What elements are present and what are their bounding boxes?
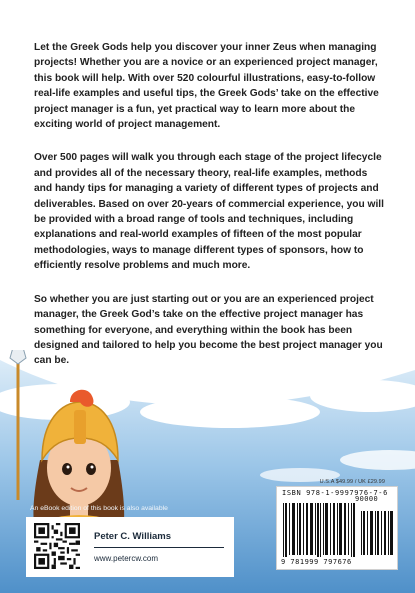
price-text: U.S.A $49.99 / UK £29.99 (319, 479, 385, 485)
blurb-paragraph-2: Over 500 pages will walk you through each stage of the project lifecycle and provides all of the necessary theory, real-life examples, methods and handy tips for managing a variety of different types of projects and deliverables. Based on over 20-years of commercial experience, you will be provided with a broad range of tools and techniques, including explanations and real-world examples of fifteen of the most popular methodologies, ways to manage different types of sponsors, how to efficiently resolve problems and much more. (34, 152, 384, 272)
ean-digits: 9 781999 797676 (281, 558, 352, 566)
blurb-text (34, 40, 388, 387)
author-card (26, 517, 234, 577)
blurb-paragraph-3: So whether you are just starting out or you are an experienced project manager, the Greek God’s take on the effective project manager has something for everyone, and everything within the book has been designed and tailored to help you become the best project manager you can be. (34, 293, 383, 367)
author-divider (94, 547, 224, 548)
barcode-addon-number: 90000 (355, 495, 379, 503)
blurb-paragraph-1: Let the Greek Gods help you discover your inner Zeus when managing projects! Whether you are a novice or an experienced project manager, this book will help. With over 520 colourful illustrations, easy-to-follow real-life examples and useful tips, the Greek Gods’ take on the effective project manager is a fun, yet practical way to learn more about the exciting world of project management. (34, 42, 379, 131)
isbn-text: ISBN 978-1-9997976-7-6 (282, 489, 388, 497)
barcode-icon (279, 499, 399, 561)
barcode-panel (276, 486, 398, 570)
qr-code-icon (34, 523, 80, 569)
author-website-link[interactable]: www.petercw.com (94, 554, 159, 563)
author-name: Peter C. Williams (94, 531, 171, 542)
ebook-note: An eBook edition of this book is also available (30, 505, 168, 512)
